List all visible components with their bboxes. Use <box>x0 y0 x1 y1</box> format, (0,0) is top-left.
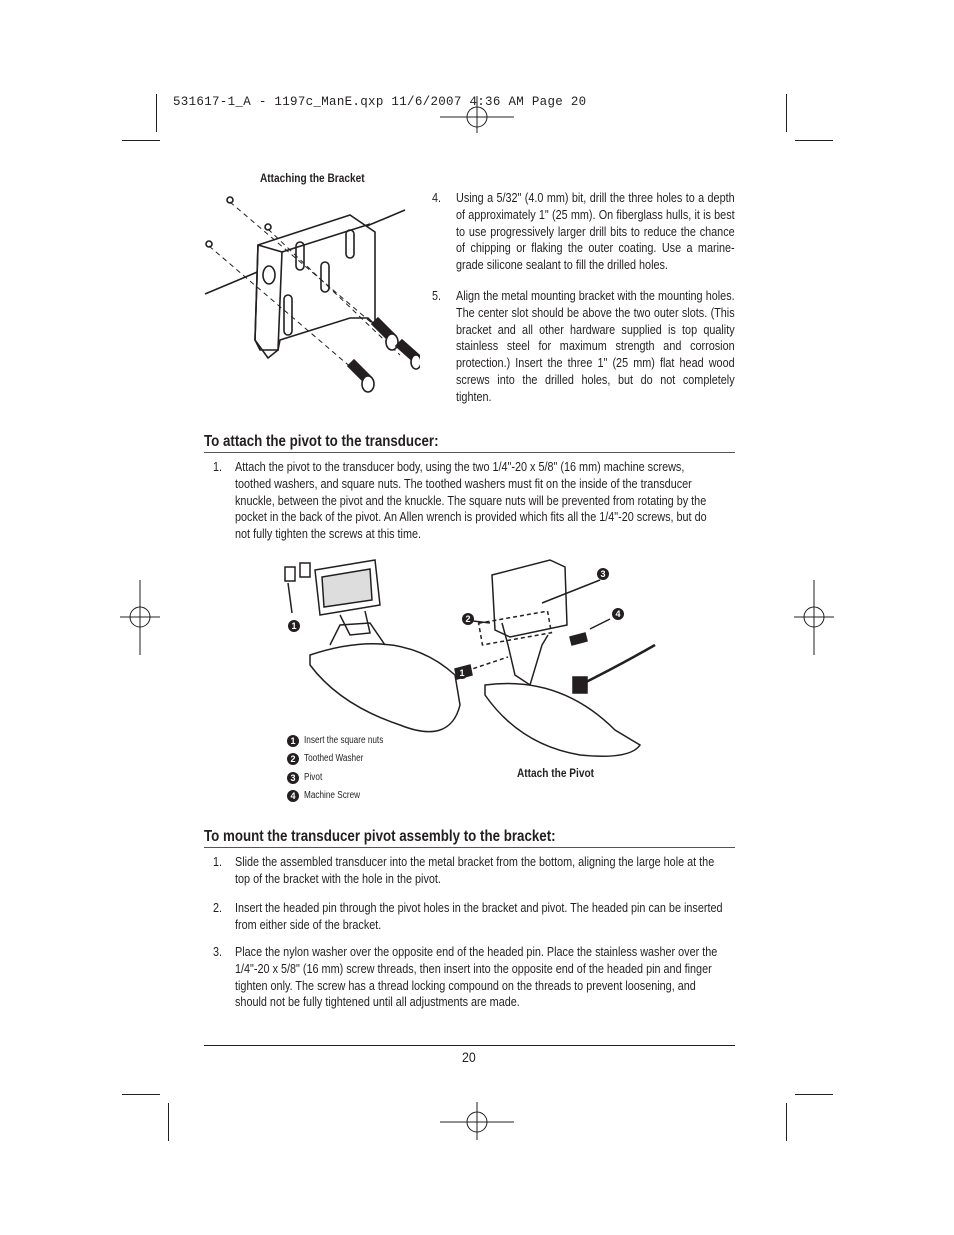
section-heading: To mount the transducer pivot assembly to the bracket: <box>204 828 556 845</box>
legend-label: Insert the square nuts <box>304 735 384 746</box>
legend-badge: 1 <box>287 735 299 747</box>
callout-2: 2 <box>462 613 474 625</box>
step-number: 1. <box>213 460 223 474</box>
figure-caption: Attach the Pivot <box>517 768 595 780</box>
step-number: 4. <box>432 191 442 205</box>
step-text: Attach the pivot to the transducer body, using the two 1/4"-20 x 5/8" (16 mm) machine screws, toothed washers, and square nuts. The toothed washers must fit on the inside of the transducer knuckle, between the pivot and the knuckle. The square nuts will be prevented from rotating by the pocket in the back of the pivot. An Allen wrench is provided which fits all the 1/4"-20 screws, but do not fully tighten the screws at this time. <box>235 460 707 542</box>
legend-label: Pivot <box>304 772 323 783</box>
page-number: 20 <box>462 1049 476 1065</box>
bracket-illustration <box>200 190 420 410</box>
callout-4: 4 <box>612 608 624 620</box>
footer-rule <box>204 1045 735 1046</box>
legend-label: Toothed Washer <box>304 753 364 764</box>
step-number: 3. <box>213 945 223 959</box>
step-text: Place the nylon washer over the opposite end of the headed pin. Place the stainless washer over the 1/4"-20 x 5/8" (16 mm) screw threads, then insert into the opposite end of the headed pin and finger tighten only. The screw has a thread locking compound on the threads to prevent loosening, and should not be fully tightened until all adjustments are made. <box>235 945 718 1010</box>
legend-badge: 3 <box>287 772 299 784</box>
step-text: Insert the headed pin through the pivot holes in the bracket and pivot. The headed pin can be inserted from either side of the bracket. <box>235 901 723 932</box>
step-number: 5. <box>432 289 442 303</box>
step-text: Slide the assembled transducer into the metal bracket from the bottom, aligning the large hole at the top of the bracket with the hole in the pivot. <box>235 855 715 886</box>
callout-3: 3 <box>597 568 609 580</box>
pivot-illustration <box>280 555 660 765</box>
callout-1-right: 1 <box>456 667 468 679</box>
step-text: Align the metal mounting bracket with the mounting holes. The center slot should be above the two outer slots. (This bracket and all other hardware supplied is top quality stainless steel for maximum strength and corrosion protection.) Insert the three 1" (25 mm) flat head wood screws into the drilled holes, but do not completely tighten. <box>456 289 735 404</box>
heading-rule <box>204 452 735 453</box>
step-text: Using a 5/32" (4.0 mm) bit, drill the three holes to a depth of approximately 1" (25 mm). On fiberglass hulls, it is best to use progressively larger drill bits to reduce the chance of chipping or flaking the outer coating. Use a marine-grade silicone sealant to fill the drilled holes. <box>456 191 735 273</box>
file-slug: 531617-1_A - 1197c_ManE.qxp 11/6/2007 4:36 AM Page 20 <box>173 95 587 109</box>
legend-badge: 4 <box>287 790 299 802</box>
step-number: 2. <box>213 901 223 915</box>
step-number: 1. <box>213 855 223 869</box>
figure-caption: Attaching the Bracket <box>260 173 365 185</box>
callout-1: 1 <box>288 620 300 632</box>
legend-badge: 2 <box>287 753 299 765</box>
legend-label: Machine Screw <box>304 790 361 801</box>
heading-rule <box>204 847 735 848</box>
section-heading: To attach the pivot to the transducer: <box>204 433 439 450</box>
